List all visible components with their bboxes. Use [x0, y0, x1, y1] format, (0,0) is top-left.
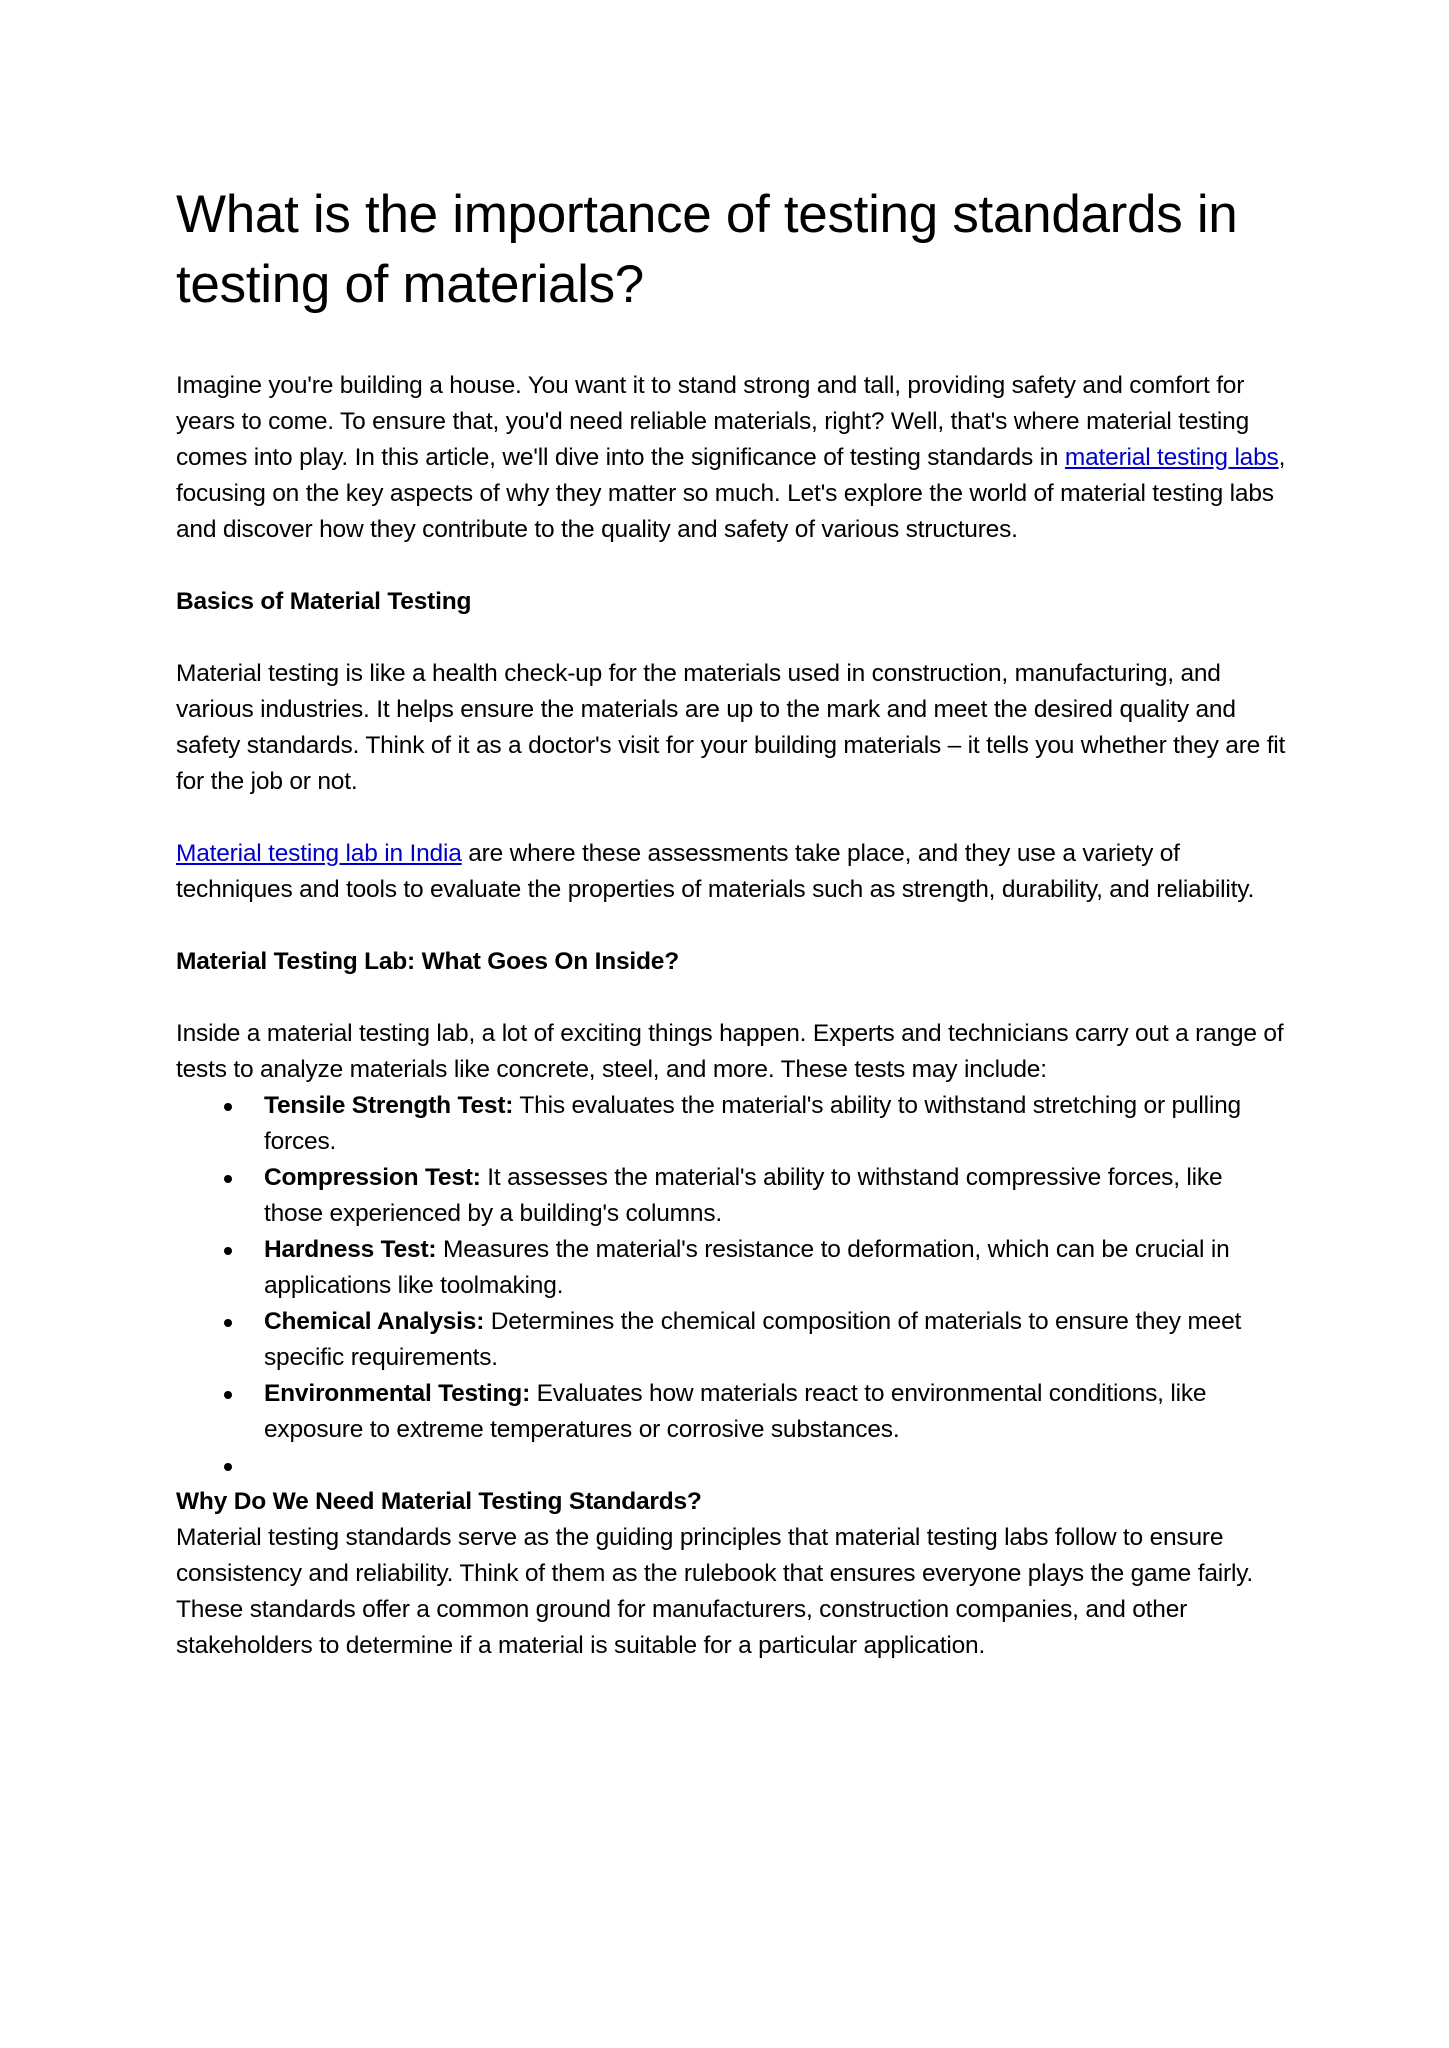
- section-heading-basics: Basics of Material Testing: [176, 588, 472, 615]
- list-item-label: Compression Test:: [264, 1164, 481, 1191]
- list-item-label: Tensile Strength Test:: [264, 1092, 514, 1119]
- intro-paragraph: [176, 368, 1286, 548]
- section-heading-why-standards: Why Do We Need Material Testing Standards?: [176, 1488, 702, 1515]
- why-standards-paragraph: Material testing standards serve as the guiding principles that material testing labs follow to ensure consistency and reliability. Think of them as the rulebook that ensures everyone plays the game fairly. These standards offer a common ground for manufacturers, construction companies, and other stakeholders to determine if a material is suitable for a particular application.: [176, 1524, 1254, 1659]
- material-testing-lab-india-link[interactable]: Material testing lab in India: [176, 840, 462, 867]
- basics-paragraph: Material testing is like a health check-up for the materials used in construction, manufacturing, and various industries. It helps ensure the materials are up to the mark and meet the desired quality and safety standards. Think of it as a doctor's visit for your building materials – it tells you whether they are fit for the job or not.: [176, 660, 1286, 795]
- lab-inside-paragraph: Inside a material testing lab, a lot of exciting things happen. Experts and technicians carry out a range of tests to analyze materials like concrete, steel, and more. These tests may include:: [176, 1020, 1284, 1083]
- list-item: [176, 1376, 1286, 1448]
- bullet-icon: [224, 1247, 232, 1255]
- list-item-text: It assesses the material's ability to withstand compressive forces, like those experienced by a building's columns.: [264, 1164, 1223, 1227]
- list-item-text: This evaluates the material's ability to withstand stretching or pulling forces.: [264, 1092, 1241, 1155]
- page-title: What is the importance of testing standards in testing of materials?: [176, 185, 1238, 314]
- bullet-icon: [224, 1391, 232, 1399]
- section-heading-lab-inside: Material Testing Lab: What Goes On Inside?: [176, 948, 679, 975]
- list-item-label: Chemical Analysis:: [264, 1308, 485, 1335]
- bullet-icon: [224, 1175, 232, 1183]
- material-testing-labs-link[interactable]: material testing labs: [1064, 444, 1279, 471]
- list-item-empty: [176, 1448, 1286, 1484]
- intro-text-after-link: , focusing on the key aspects of why they matter so much. Let's explore the world of material testing labs and discover how they contribute to the quality and safety of various structures.: [176, 444, 1286, 543]
- lab-india-paragraph: [176, 836, 1286, 908]
- list-item-text: Measures the material's resistance to deformation, which can be crucial in applications like toolmaking.: [264, 1236, 1230, 1299]
- list-item: [176, 1088, 1286, 1160]
- list-item-label: Hardness Test:: [264, 1236, 437, 1263]
- bullet-icon: [224, 1463, 232, 1471]
- intro-text-before-link: Imagine you're building a house. You want it to stand strong and tall, providing safety and comfort for years to come. To ensure that, you'd need reliable materials, right? Well, that's where material testing comes into play. In this article, we'll dive into the significance of testing standards in: [176, 372, 1250, 471]
- lab-india-text: are where these assessments take place, and they use a variety of techniques and tools to evaluate the properties of materials such as strength, durability, and reliability.: [176, 840, 1255, 903]
- list-item: [176, 1160, 1286, 1232]
- bullet-icon: [224, 1103, 232, 1111]
- list-item-text: Evaluates how materials react to environmental conditions, like exposure to extreme temperatures or corrosive substances.: [264, 1380, 1207, 1443]
- bullet-icon: [224, 1319, 232, 1327]
- tests-list: [176, 1088, 1286, 1484]
- document-page: [176, 180, 1286, 1664]
- list-item-text: Determines the chemical composition of materials to ensure they meet specific requirements.: [264, 1308, 1242, 1371]
- list-item: [176, 1304, 1286, 1376]
- list-item: [176, 1232, 1286, 1304]
- list-item-label: Environmental Testing:: [264, 1380, 531, 1407]
